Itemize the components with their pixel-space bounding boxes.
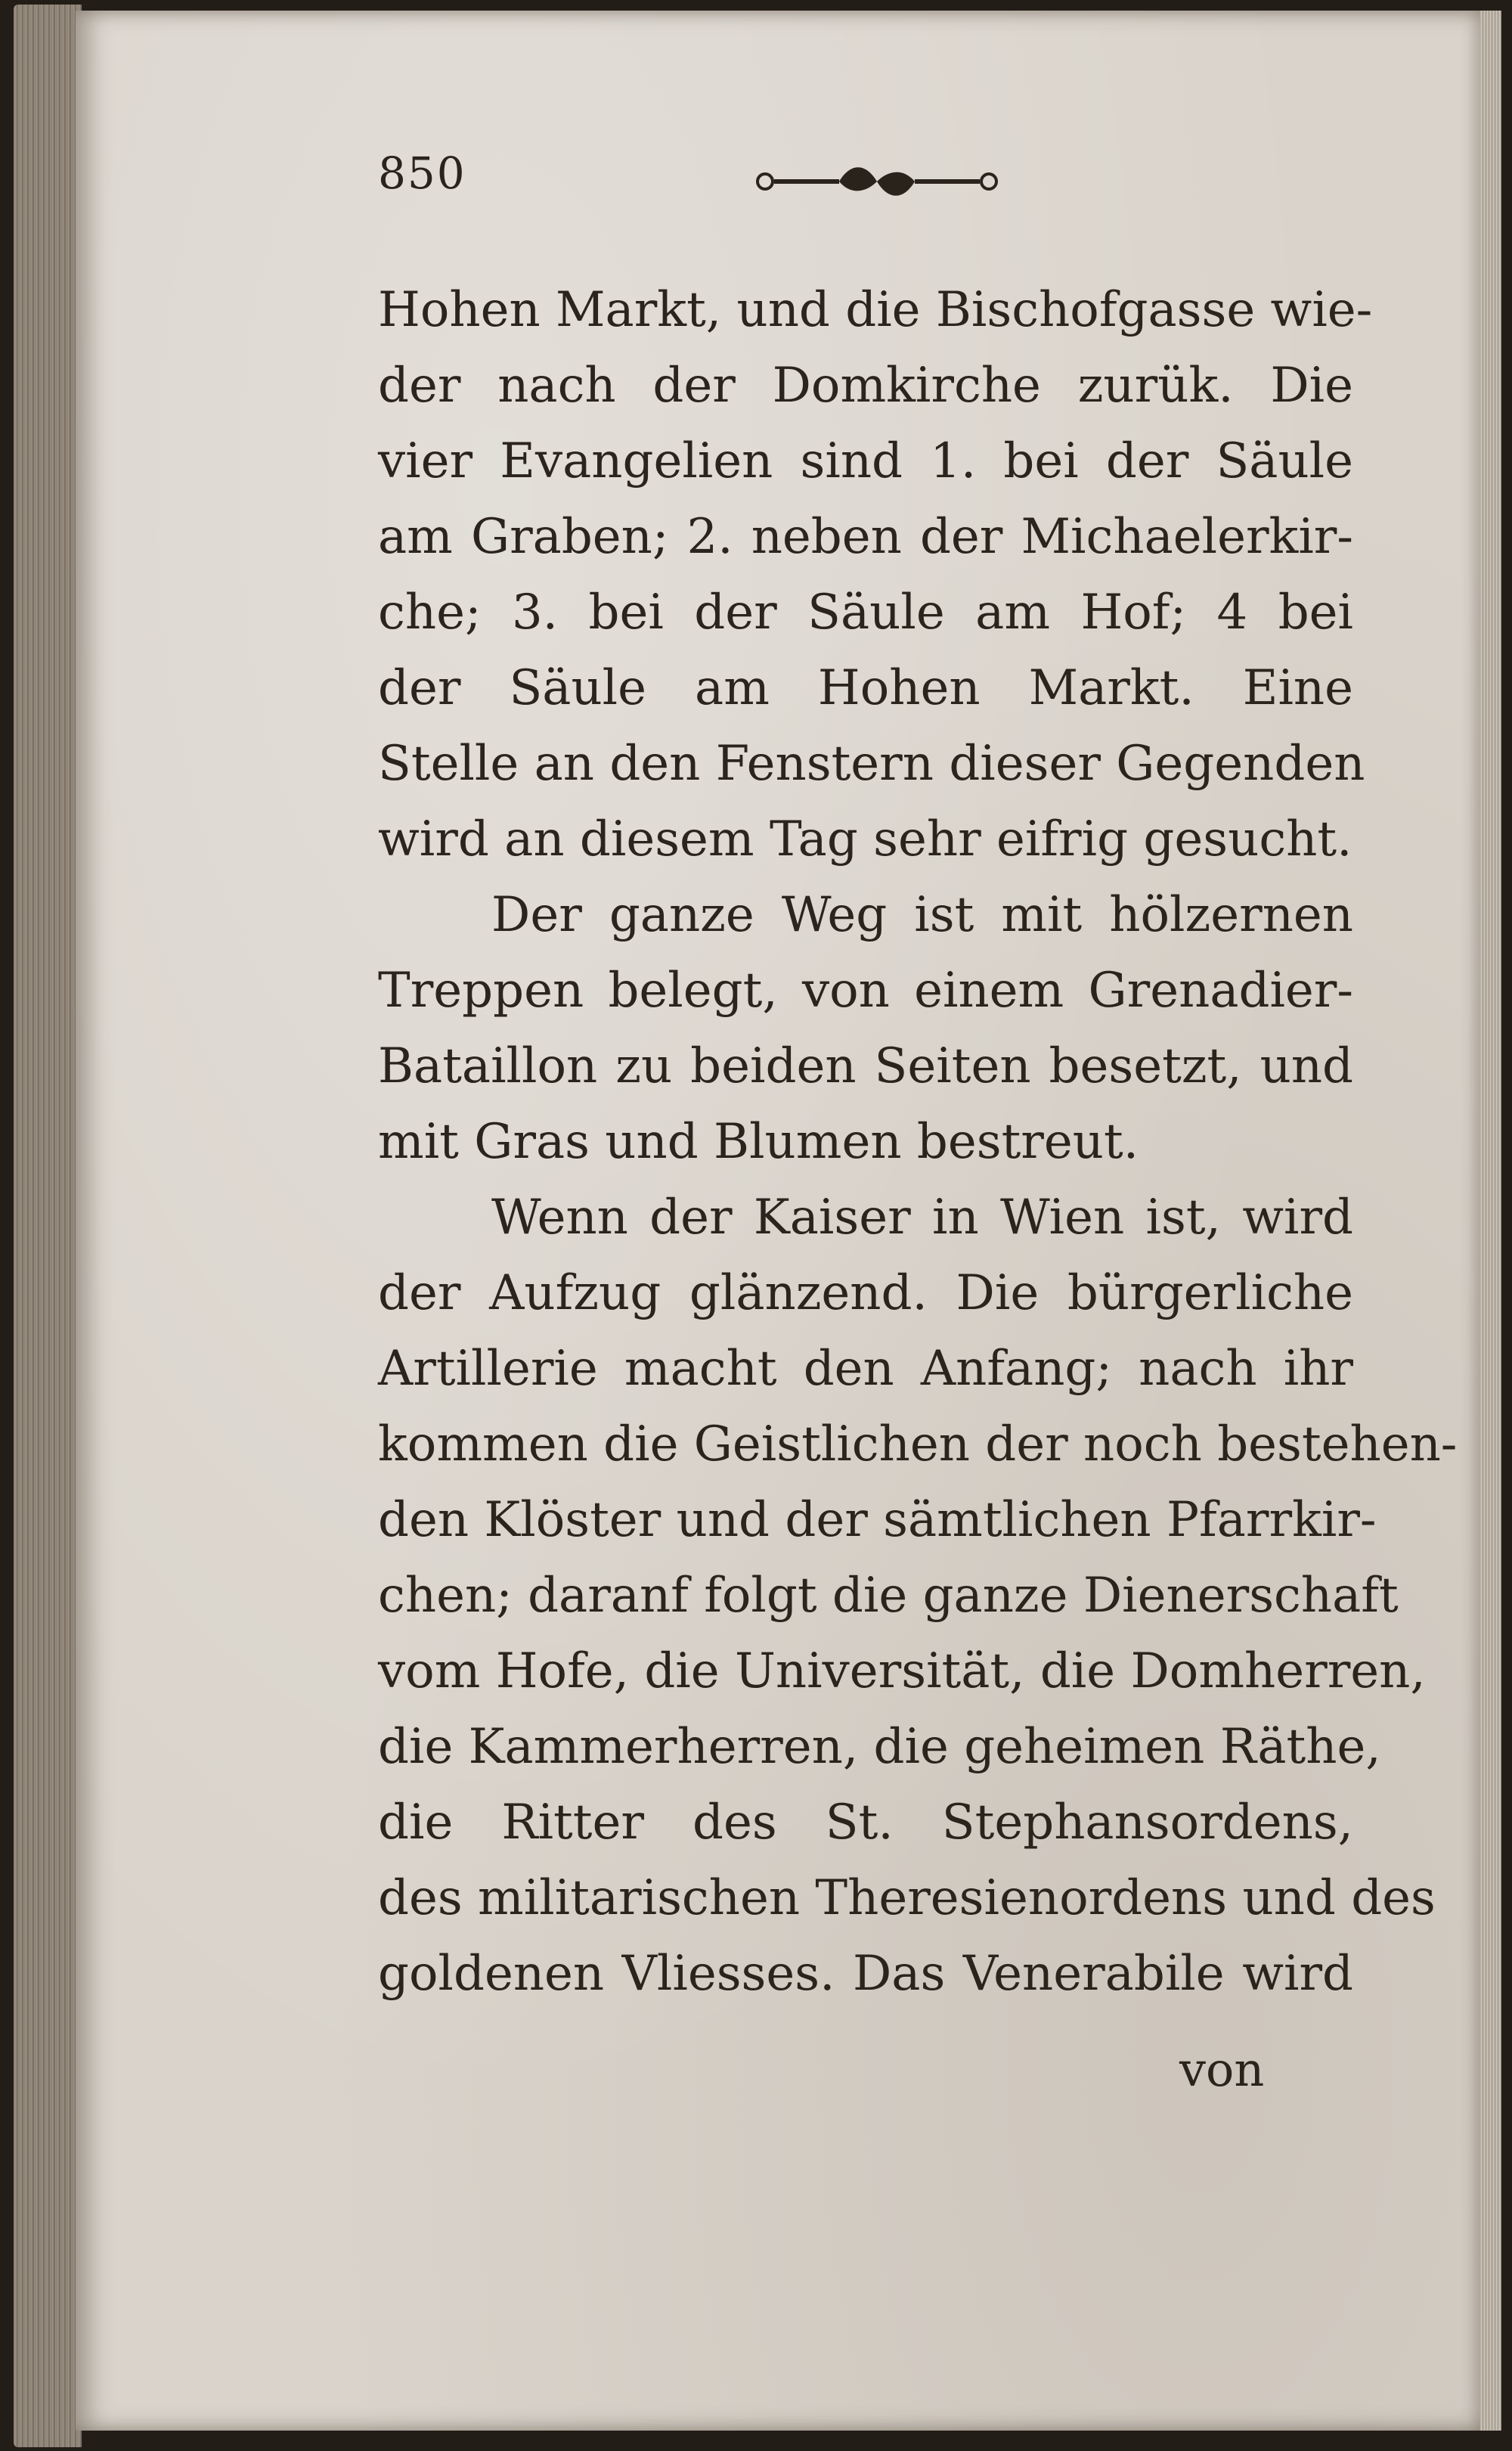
page-body-text [378,272,1458,2012]
header-ornament-icon [756,159,998,204]
text-line: Der ganze Weg ist mit hölzernen [491,887,1353,943]
text-line: Stelle an den Fenstern dieser Gegenden [378,736,1365,792]
text-line: den Klöster und der sämtlichen Pfarrkir- [378,1492,1377,1548]
paragraph-3 [378,1180,1458,2012]
text-line: wird an diesem Tag sehr eifrig gesucht. [378,811,1352,867]
page-edge-right [1480,11,1501,2431]
paragraph-2 [378,877,1353,1180]
text-line: vier Evangelien sind 1. bei der Säule [378,433,1353,489]
text-line: die Ritter des St. Stephansordens, [378,1795,1353,1851]
text-line: chen; daranf folgt die ganze Dienerschaft [378,1568,1399,1624]
text-line: kommen die Geistlichen der noch bestehen- [378,1416,1458,1472]
text-line: Bataillon zu beiden Seiten besetzt, und [378,1038,1353,1094]
text-line: Treppen belegt, von einem Grenadier- [378,963,1353,1019]
text-line: der nach der Domkirche zurük. Die [378,358,1353,414]
paragraph-1 [378,272,1373,877]
text-line: Wenn der Kaiser in Wien ist, wird [491,1190,1353,1246]
text-line: vom Hofe, die Universität, die Domherren, [378,1643,1426,1699]
text-line: am Graben; 2. neben der Michaelerkir- [378,509,1353,565]
text-line: des militarischen Theresienordens und des [378,1870,1436,1926]
page-number: 850 [378,147,466,199]
stacked-page-edges-left [14,5,82,2447]
text-line: der Säule am Hohen Markt. Eine [378,660,1353,716]
text-line: che; 3. bei der Säule am Hof; 4 bei [378,585,1353,641]
catchword: von [1179,2042,1265,2097]
text-line: mit Gras und Blumen bestreut. [378,1114,1139,1170]
text-line: Hohen Markt, und die Bischofgasse wie- [378,282,1373,338]
text-line: goldenen Vliesses. Das Venerabile wird [378,1946,1353,2002]
text-line: die Kammerherren, die geheimen Räthe, [378,1719,1381,1775]
text-line: Artillerie macht den Anfang; nach ihr [378,1341,1353,1397]
text-line: der Aufzug glänzend. Die bürgerliche [378,1265,1353,1321]
